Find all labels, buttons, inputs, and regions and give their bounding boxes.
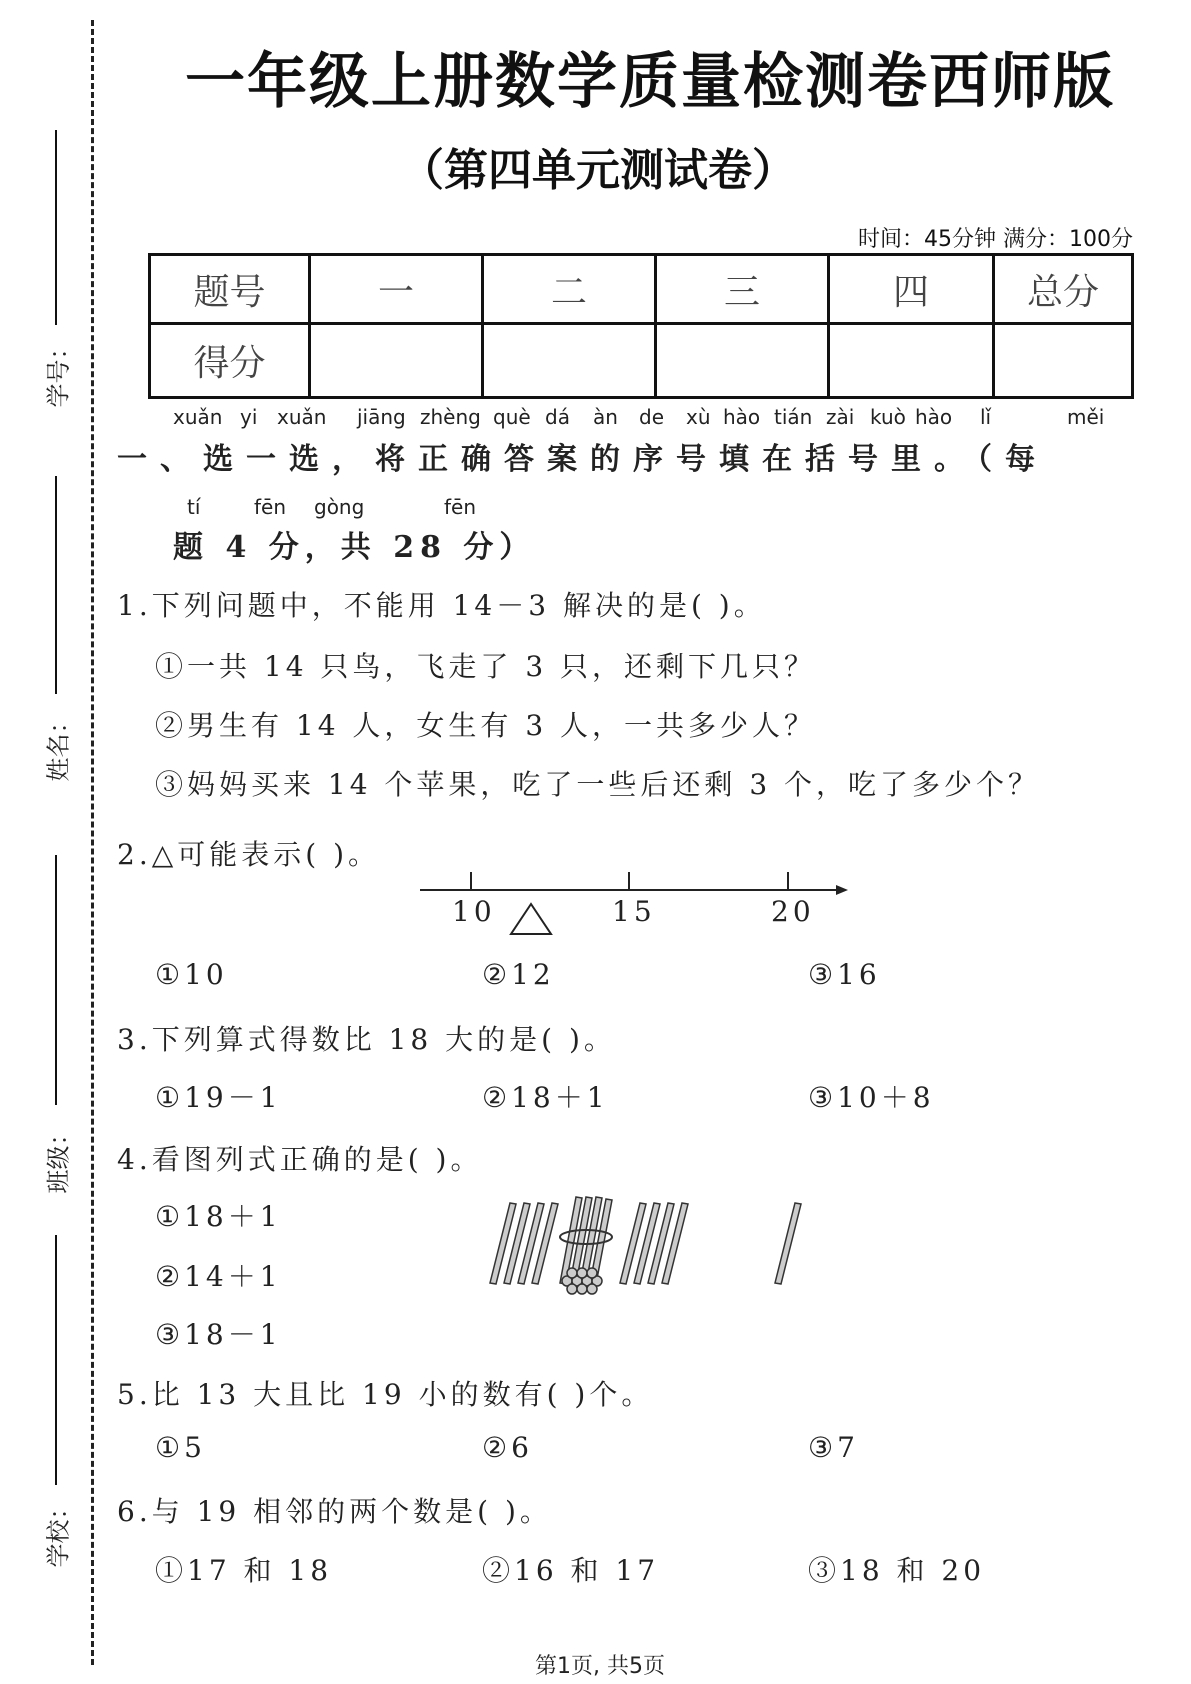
q6-option-1: ①17 和 18 <box>155 1554 333 1587</box>
q2-option-2: ②12 <box>482 958 555 991</box>
question-3: 3.下列算式得数比 18 大的是( )。 <box>117 1023 616 1056</box>
score-header-cell: 总分 <box>994 255 1133 324</box>
tick-label: 15 <box>612 895 656 928</box>
q5-option-2: ②6 <box>482 1431 533 1464</box>
q2-option-3: ③16 <box>808 958 881 991</box>
q1-option-1: ①一共 14 只鸟，飞走了 3 只，还剩下几只？ <box>155 650 817 683</box>
q1-option-3: ③妈妈买来 14 个苹果，吃了一些后还剩 3 个，吃了多少个？ <box>155 768 1041 801</box>
counting-sticks-image <box>480 1195 830 1295</box>
student-id-label: 学号： <box>44 335 73 408</box>
score-cell[interactable] <box>656 324 829 398</box>
pinyin: jiāng <box>357 405 406 429</box>
pinyin: fēn <box>254 495 287 519</box>
q3-option-2: ②18＋1 <box>482 1081 609 1114</box>
q6-option-3: ③18 和 20 <box>808 1554 986 1587</box>
q5-option-3: ③7 <box>808 1431 859 1464</box>
q6-option-2: ②16 和 17 <box>482 1554 660 1587</box>
score-header-cell: 二 <box>483 255 656 324</box>
class-label: 班级： <box>44 1121 73 1194</box>
score-header-cell: 三 <box>656 255 829 324</box>
score-cell[interactable] <box>994 324 1133 398</box>
pinyin: gòng <box>314 495 365 519</box>
name-line <box>55 476 57 694</box>
pinyin: dá <box>545 405 570 429</box>
pinyin: zài <box>826 405 855 429</box>
q5-option-1: ①5 <box>155 1431 206 1464</box>
q2-option-1: ①10 <box>155 958 228 991</box>
cut-line <box>91 20 94 1665</box>
pinyin: hào <box>915 405 953 429</box>
student-id-line <box>55 130 57 325</box>
bundle-of-ten <box>560 1197 612 1294</box>
question-4: 4.看图列式正确的是( )。 <box>117 1143 483 1176</box>
pinyin: tián <box>774 405 813 429</box>
pinyin: xuǎn <box>277 405 327 429</box>
q1-option-2: ②男生有 14 人，女生有 3 人，一共多少人？ <box>155 709 817 742</box>
q3-option-1: ①19－1 <box>155 1081 282 1114</box>
page-footer: 第1页, 共5页 <box>535 1654 665 1679</box>
question-2: 2.△可能表示( )。 <box>117 838 380 871</box>
q4-option-2: ②14＋1 <box>155 1260 282 1293</box>
q3-option-3: ③10＋8 <box>808 1081 935 1114</box>
score-cell[interactable] <box>310 324 483 398</box>
pinyin: fēn <box>444 495 477 519</box>
question-1: 1.下列问题中，不能用 14－3 解决的是( )。 <box>117 589 766 622</box>
school-line <box>55 1235 57 1485</box>
pinyin: hào <box>723 405 761 429</box>
loose-sticks-left <box>490 1203 558 1284</box>
section-heading-cont: 题 4 分，共 28 分） <box>173 530 536 565</box>
q4-option-3: ③18－1 <box>155 1318 282 1351</box>
class-line <box>55 855 57 1105</box>
pinyin: àn <box>593 405 618 429</box>
score-cell[interactable] <box>829 324 994 398</box>
section-heading: 一、选一选，将正确答案的序号填在括号里。（每 <box>117 442 1048 477</box>
score-header-cell: 题号 <box>150 255 310 324</box>
pinyin: zhèng <box>420 405 481 429</box>
q4-option-1: ①18＋1 <box>155 1200 282 1233</box>
single-stick <box>775 1203 801 1284</box>
score-header-cell: 四 <box>829 255 994 324</box>
score-cell[interactable] <box>483 324 656 398</box>
question-6: 6.与 19 相邻的两个数是( )。 <box>117 1495 552 1528</box>
pinyin: què <box>493 405 531 429</box>
pinyin: xuǎn <box>173 405 223 429</box>
pinyin: měi <box>1067 405 1105 429</box>
page-title: 一年级上册数学质量检测卷西师版 <box>185 47 1115 117</box>
score-table <box>148 253 1134 399</box>
pinyin: yi <box>240 405 258 429</box>
question-5: 5.比 13 大且比 19 小的数有( )个。 <box>117 1378 654 1411</box>
tick-label: 10 <box>452 895 496 928</box>
school-label: 学校： <box>44 1495 73 1568</box>
pinyin: tí <box>187 495 201 519</box>
pinyin: xù <box>686 405 711 429</box>
tick-label: 20 <box>771 895 815 928</box>
pinyin: lǐ <box>980 405 992 429</box>
name-label: 姓名： <box>44 709 73 782</box>
pinyin: de <box>639 405 664 429</box>
time-info: 时间：45分钟 满分：100分 <box>858 227 1133 252</box>
pinyin: kuò <box>870 405 906 429</box>
score-row-label: 得分 <box>150 324 310 398</box>
page-subtitle: （第四单元测试卷） <box>400 145 796 196</box>
score-header-cell: 一 <box>310 255 483 324</box>
triangle-marker <box>511 904 551 934</box>
loose-sticks-right <box>620 1203 688 1284</box>
